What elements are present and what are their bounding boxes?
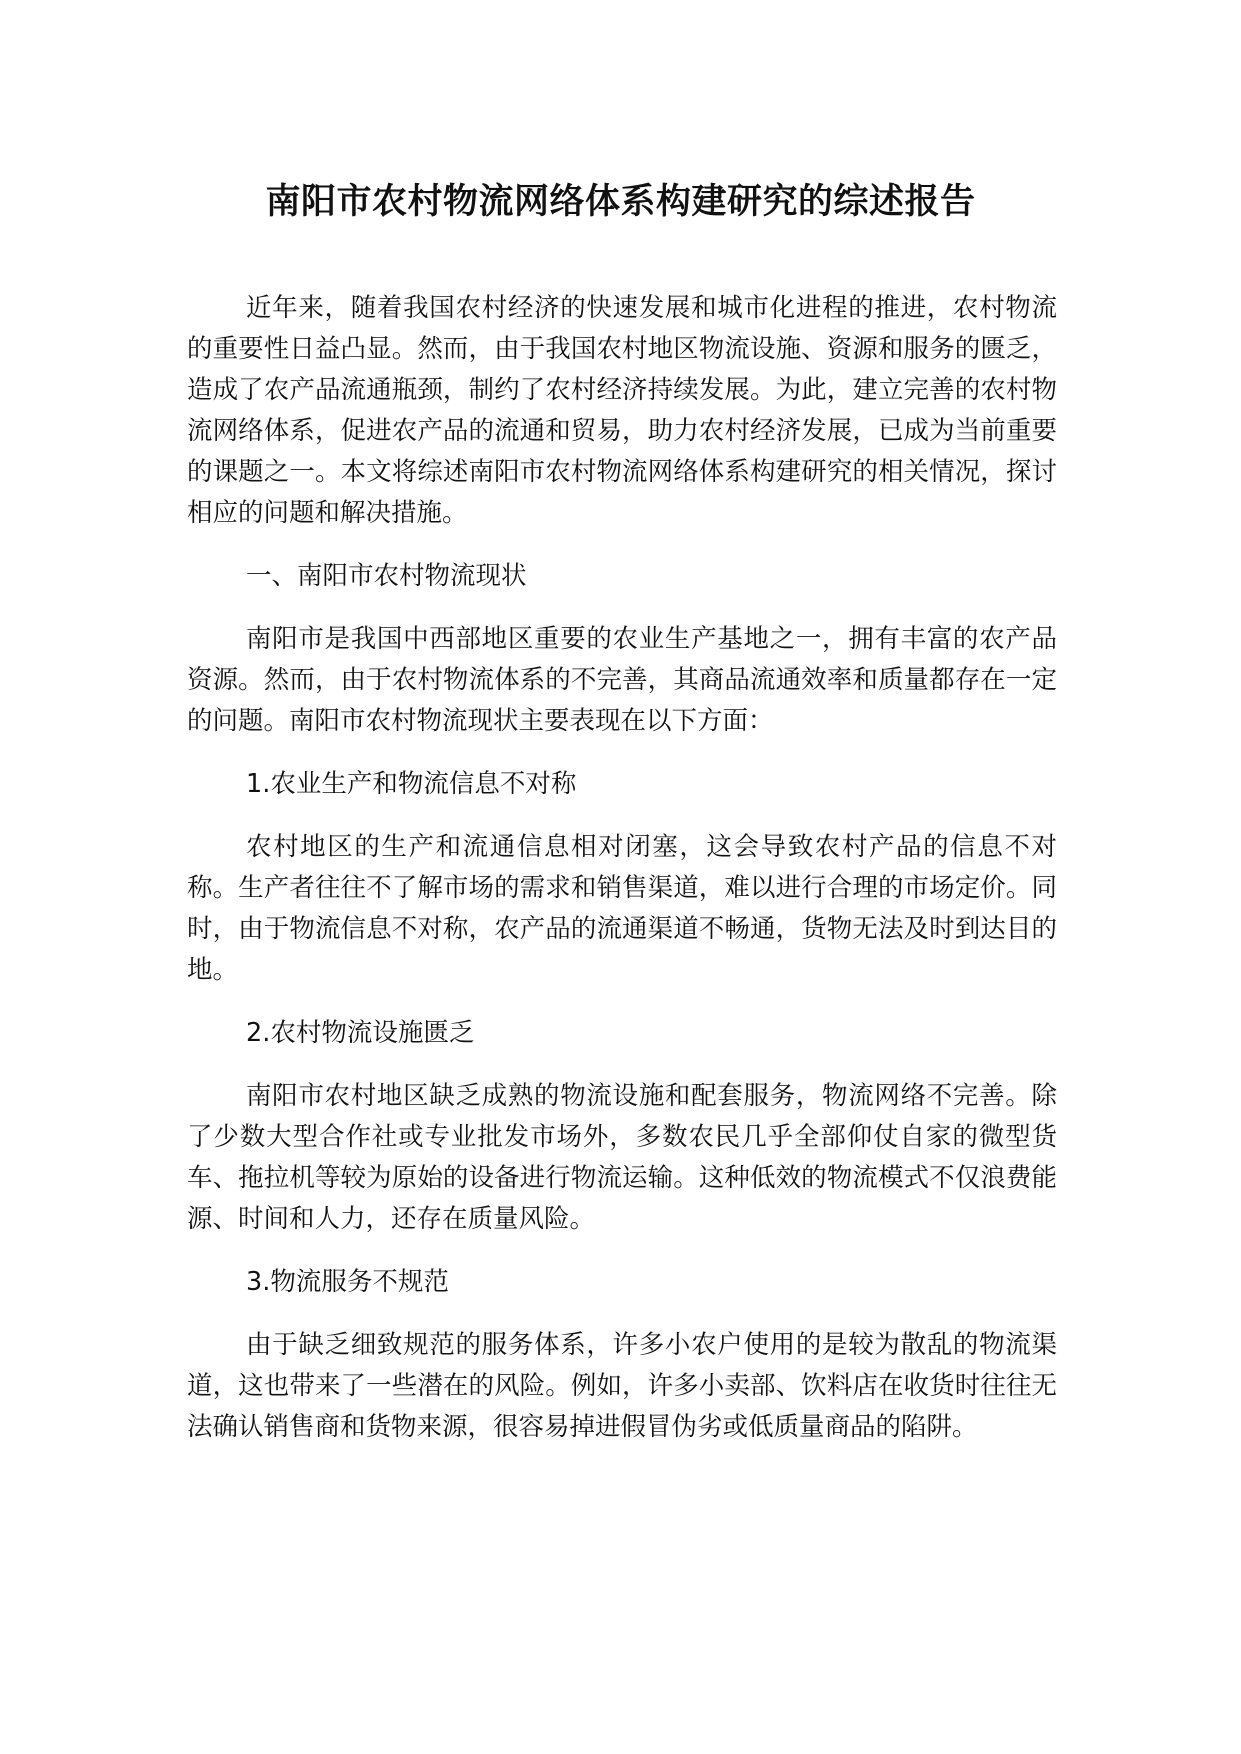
status-paragraph: 南阳市是我国中西部地区重要的农业生产基地之一，拥有丰富的农产品资源。然而，由于农村物流体系的不完善，其商品流通效率和质量都存在一定的问题。南阳市农村物流现状主要表现在以下方面： — [187, 624, 1057, 736]
section-heading-status: 一、南阳市农村物流现状 — [246, 561, 527, 591]
document-title: 南阳市农村物流网络体系构建研究的综述报告 — [265, 182, 976, 222]
facilities-paragraph: 南阳市农村地区缺乏成熟的物流设施和配套服务，物流网络不完善。除了少数大型合作社或专业批发市场外，多数农民几乎全部仰仗自家的微型货车、拖拉机等较为原始的设备进行物流运输。这种低效的物流模式不仅浪费能源、时间和人力，还存在质量风险。 — [187, 1081, 1057, 1234]
document-body — [187, 288, 1057, 1470]
subheading-info-asymmetry: 1.农业生产和物流信息不对称 — [246, 769, 577, 799]
info-asymmetry-paragraph: 农村地区的生产和流通信息相对闭塞，这会导致农村产品的信息不对称。生产者往往不了解市场的需求和销售渠道，难以进行合理的市场定价。同时，由于物流信息不对称，农产品的流通渠道不畅通，货物无法及时到达目的地。 — [187, 832, 1057, 985]
subheading-facilities: 2.农村物流设施匮乏 — [246, 1018, 475, 1048]
intro-paragraph: 近年来，随着我国农村经济的快速发展和城市化进程的推进，农村物流的重要性日益凸显。然而，由于我国农村地区物流设施、资源和服务的匮乏，造成了农产品流通瓶颈，制约了农村经济持续发展。为此，建立完善的农村物流网络体系，促进农产品的流通和贸易，助力农村经济发展，已成为当前重要的课题之一。本文将综述南阳市农村物流网络体系构建研究的相关情况，探讨相应的问题和解决措施。 — [187, 293, 1057, 528]
services-paragraph: 由于缺乏细致规范的服务体系，许多小农户使用的是较为散乱的物流渠道，这也带来了一些潜在的风险。例如，许多小卖部、饮料店在收货时往往无法确认销售商和货物来源，很容易掉进假冒伪劣或低质量商品的陷阱。 — [187, 1330, 1057, 1442]
subheading-services: 3.物流服务不规范 — [246, 1267, 449, 1297]
